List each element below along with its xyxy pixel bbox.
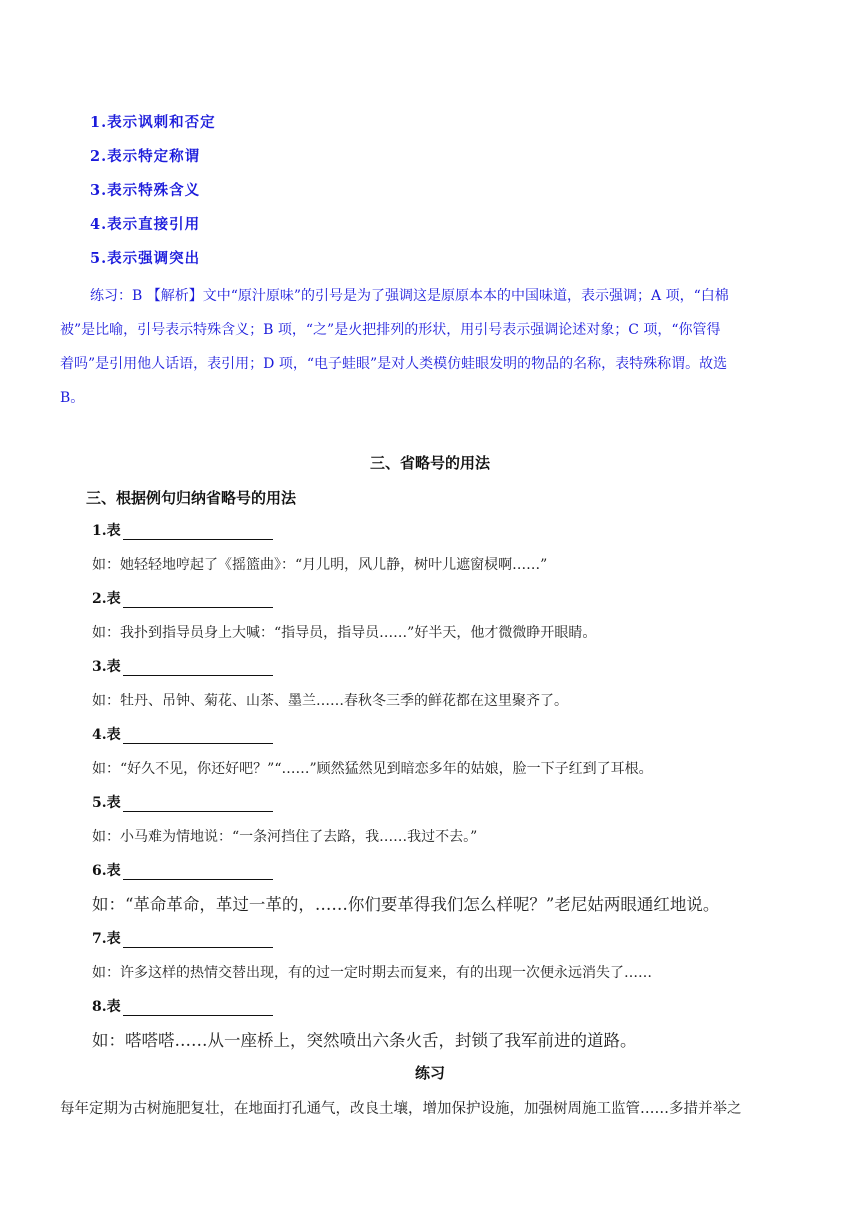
- task-heading: 三、根据例句归纳省略号的用法: [86, 489, 297, 507]
- item-3-blank[interactable]: [92, 656, 273, 676]
- fill-blank-line[interactable]: [123, 797, 273, 812]
- item-label: 4.表: [92, 727, 121, 743]
- fill-blank-line[interactable]: [123, 661, 273, 676]
- item-label: 8.表: [92, 999, 121, 1015]
- item-1-blank[interactable]: [92, 520, 273, 540]
- exercise-title: 练习: [414, 1064, 445, 1082]
- section-title: 三、省略号的用法: [369, 454, 490, 472]
- item-7-example: 如：许多这样的热情交替出现，有的过一定时期去而复来，有的出现一次便永远消失了……: [92, 965, 652, 981]
- answer-item-4: 4.表示直接引用: [90, 216, 201, 233]
- fill-blank-line[interactable]: [123, 729, 273, 744]
- item-4-example: 如：“好久不见，你还好吧？”“……”顾然猛然见到暗恋多年的姑娘，脸一下子红到了耳根。: [92, 761, 653, 777]
- item-label: 1.表: [92, 523, 121, 539]
- item-label: 3.表: [92, 659, 121, 675]
- item-6-example: 如：“革命革命，革过一革的，……你们要革得我们怎么样呢？”老尼姑两眼通红地说。: [92, 895, 720, 914]
- fill-blank-line[interactable]: [123, 525, 273, 540]
- fill-blank-line[interactable]: [123, 933, 273, 948]
- answer-item-5: 5.表示强调突出: [90, 250, 201, 267]
- item-8-blank[interactable]: [92, 996, 273, 1016]
- item-label: 7.表: [92, 931, 121, 947]
- item-label: 2.表: [92, 591, 121, 607]
- analysis-line-1: 练习：B 【解析】文中“原汁原味”的引号是为了强调这是原原本本的中国味道，表示强调；A 项，“白棉: [90, 288, 729, 304]
- item-label: 5.表: [92, 795, 121, 811]
- answer-item-3: 3.表示特殊含义: [90, 182, 201, 199]
- item-6-blank[interactable]: [92, 860, 273, 880]
- answer-item-2: 2.表示特定称谓: [90, 148, 201, 165]
- item-2-example: 如：我扑到指导员身上大喊：“指导员，指导员……”好半天，他才微微睁开眼睛。: [92, 625, 597, 641]
- item-label: 6.表: [92, 863, 121, 879]
- item-3-example: 如：牡丹、吊钟、菊花、山茶、墨兰……春秋冬三季的鲜花都在这里聚齐了。: [92, 693, 568, 709]
- analysis-line-4: B。: [60, 390, 85, 406]
- fill-blank-line[interactable]: [123, 865, 273, 880]
- item-5-example: 如：小马难为情地说：“一条河挡住了去路，我……我过不去。”: [92, 829, 478, 845]
- item-5-blank[interactable]: [92, 792, 273, 812]
- analysis-line-2: 被”是比喻，引号表示特殊含义；B 项，“之”是火把排列的形状，用引号表示强调论述对象；C 项，“你管得: [60, 322, 721, 338]
- exercise-text: 每年定期为古树施肥复壮，在地面打孔通气，改良土壤，增加保护设施，加强树周施工监管……多措并举之: [60, 1101, 742, 1117]
- item-4-blank[interactable]: [92, 724, 273, 744]
- analysis-line-3: 着吗”是引用他人话语，表引用；D 项，“电子蛙眼”是对人类模仿蛙眼发明的物品的名称，表特殊称谓。故选: [60, 356, 728, 372]
- item-1-example: 如：她轻轻地哼起了《摇篮曲》：“月儿明，风儿静，树叶儿遮窗棂啊……”: [92, 557, 548, 573]
- answer-item-1: 1.表示讽刺和否定: [90, 114, 216, 131]
- item-2-blank[interactable]: [92, 588, 273, 608]
- item-7-blank[interactable]: [92, 928, 273, 948]
- fill-blank-line[interactable]: [123, 1001, 273, 1016]
- item-8-example: 如：嗒嗒嗒……从一座桥上，突然喷出六条火舌，封锁了我军前进的道路。: [92, 1031, 637, 1050]
- fill-blank-line[interactable]: [123, 593, 273, 608]
